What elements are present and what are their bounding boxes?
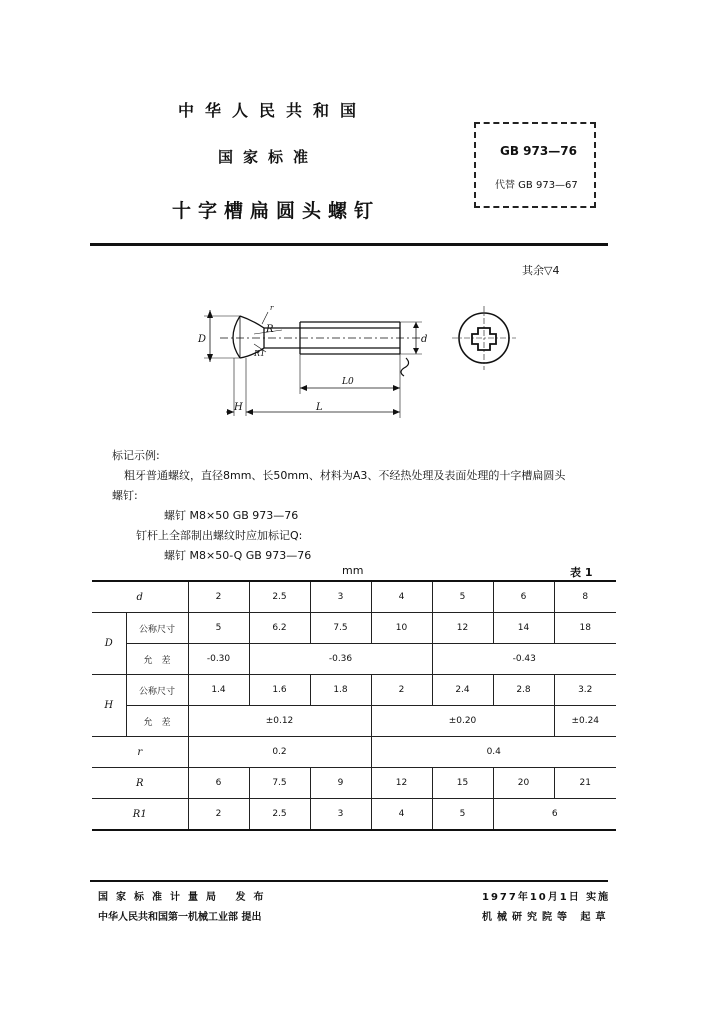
row-label-r: r bbox=[92, 737, 188, 768]
D-nominal-cell: 10 bbox=[371, 613, 432, 644]
D-tol-cell: -0.43 bbox=[432, 644, 616, 675]
R-cell: 21 bbox=[554, 768, 616, 799]
d-cell: 5 bbox=[432, 581, 493, 613]
example-mark1: 螺钉 M8×50 GB 973—76 bbox=[164, 509, 299, 522]
d-cell: 4 bbox=[371, 581, 432, 613]
row-label-R1: R1 bbox=[92, 799, 188, 831]
r-cell: 0.2 bbox=[188, 737, 371, 768]
table-unit: mm bbox=[342, 564, 364, 577]
standard-code-box bbox=[474, 122, 596, 208]
screw-drawing bbox=[190, 292, 530, 424]
R1-cell: 3 bbox=[310, 799, 371, 831]
label-H: H bbox=[234, 402, 243, 413]
R-cell: 7.5 bbox=[249, 768, 310, 799]
standard-type: 国家标准 bbox=[218, 148, 319, 166]
label-L0: L0 bbox=[342, 377, 354, 387]
replaces-code: 代替 GB 973—67 bbox=[495, 180, 578, 191]
row-label-H: H bbox=[92, 675, 126, 737]
example-para1: 粗牙普通螺纹，直径8mm、长50mm、材料为A3、不经热处理及表面处理的十字槽扁圆头 bbox=[124, 469, 566, 482]
label-L: L bbox=[316, 402, 323, 413]
label-d: d bbox=[421, 334, 428, 345]
D-nominal-cell: 5 bbox=[188, 613, 249, 644]
drafter: 机械研究院等 起草 bbox=[482, 912, 611, 923]
tolerance-label: 允 差 bbox=[126, 706, 188, 737]
R-cell: 15 bbox=[432, 768, 493, 799]
R-cell: 12 bbox=[371, 768, 432, 799]
D-nominal-cell: 7.5 bbox=[310, 613, 371, 644]
D-tol-cell: -0.30 bbox=[188, 644, 249, 675]
standard-code: GB 973—76 bbox=[500, 144, 577, 158]
table-row-R bbox=[92, 768, 616, 799]
R-cell: 20 bbox=[493, 768, 554, 799]
proposer: 中华人民共和国第一机械工业部 提出 bbox=[98, 912, 262, 923]
R1-cell: 5 bbox=[432, 799, 493, 831]
d-cell: 8 bbox=[554, 581, 616, 613]
H-tol-cell: ±0.20 bbox=[371, 706, 554, 737]
H-tol-cell: ±0.12 bbox=[188, 706, 371, 737]
table-row-D-tolerance bbox=[92, 644, 616, 675]
table-row-D-nominal bbox=[92, 613, 616, 644]
d-cell: 2 bbox=[188, 581, 249, 613]
label-R1: R1 bbox=[254, 349, 266, 358]
H-nominal-cell: 1.8 bbox=[310, 675, 371, 706]
table-row-R1 bbox=[92, 799, 616, 831]
D-nominal-cell: 12 bbox=[432, 613, 493, 644]
example-heading: 标记示例: bbox=[112, 449, 160, 462]
roughness-note: 其余▽4 bbox=[522, 264, 560, 277]
example-para1-cont: 螺钉: bbox=[112, 489, 138, 502]
label-r: r bbox=[270, 304, 274, 312]
document-title: 十字槽扁圆头螺钉 bbox=[172, 200, 381, 222]
nominal-label: 公称尺寸 bbox=[126, 675, 188, 706]
D-nominal-cell: 6.2 bbox=[249, 613, 310, 644]
footer-rule bbox=[90, 880, 608, 882]
D-nominal-cell: 14 bbox=[493, 613, 554, 644]
table-row-H-nominal bbox=[92, 675, 616, 706]
R1-cell: 2.5 bbox=[249, 799, 310, 831]
table-row-d bbox=[92, 581, 616, 613]
effective-date: 1977年10月1日 实施 bbox=[482, 892, 611, 903]
D-tol-cell: -0.36 bbox=[249, 644, 432, 675]
table-row-r bbox=[92, 737, 616, 768]
row-label-D: D bbox=[92, 613, 126, 675]
H-nominal-cell: 2 bbox=[371, 675, 432, 706]
H-tol-cell: ±0.24 bbox=[554, 706, 616, 737]
r-cell: 0.4 bbox=[371, 737, 616, 768]
tolerance-label: 允 差 bbox=[126, 644, 188, 675]
label-R: R bbox=[266, 324, 274, 335]
d-cell: 6 bbox=[493, 581, 554, 613]
table-label: 表 1 bbox=[570, 566, 593, 579]
example-para2: 钉杆上全部制出螺纹时应加标记Q: bbox=[136, 529, 303, 542]
R1-cell: 6 bbox=[493, 799, 616, 831]
R1-cell: 4 bbox=[371, 799, 432, 831]
H-nominal-cell: 1.4 bbox=[188, 675, 249, 706]
R-cell: 9 bbox=[310, 768, 371, 799]
R1-cell: 2 bbox=[188, 799, 249, 831]
R-cell: 6 bbox=[188, 768, 249, 799]
d-cell: 3 bbox=[310, 581, 371, 613]
row-label-d: d bbox=[92, 581, 188, 613]
label-D: D bbox=[198, 334, 207, 345]
issuer: 国家标准计量局 发布 bbox=[98, 892, 272, 903]
D-nominal-cell: 18 bbox=[554, 613, 616, 644]
nominal-label: 公称尺寸 bbox=[126, 613, 188, 644]
H-nominal-cell: 2.8 bbox=[493, 675, 554, 706]
example-mark2: 螺钉 M8×50-Q GB 973—76 bbox=[164, 549, 312, 562]
row-label-R: R bbox=[92, 768, 188, 799]
header-rule bbox=[90, 243, 608, 246]
H-nominal-cell: 2.4 bbox=[432, 675, 493, 706]
H-nominal-cell: 3.2 bbox=[554, 675, 616, 706]
country-name: 中华人民共和国 bbox=[178, 101, 368, 120]
d-cell: 2.5 bbox=[249, 581, 310, 613]
H-nominal-cell: 1.6 bbox=[249, 675, 310, 706]
table-row-H-tolerance bbox=[92, 706, 616, 737]
spec-table bbox=[92, 580, 616, 831]
